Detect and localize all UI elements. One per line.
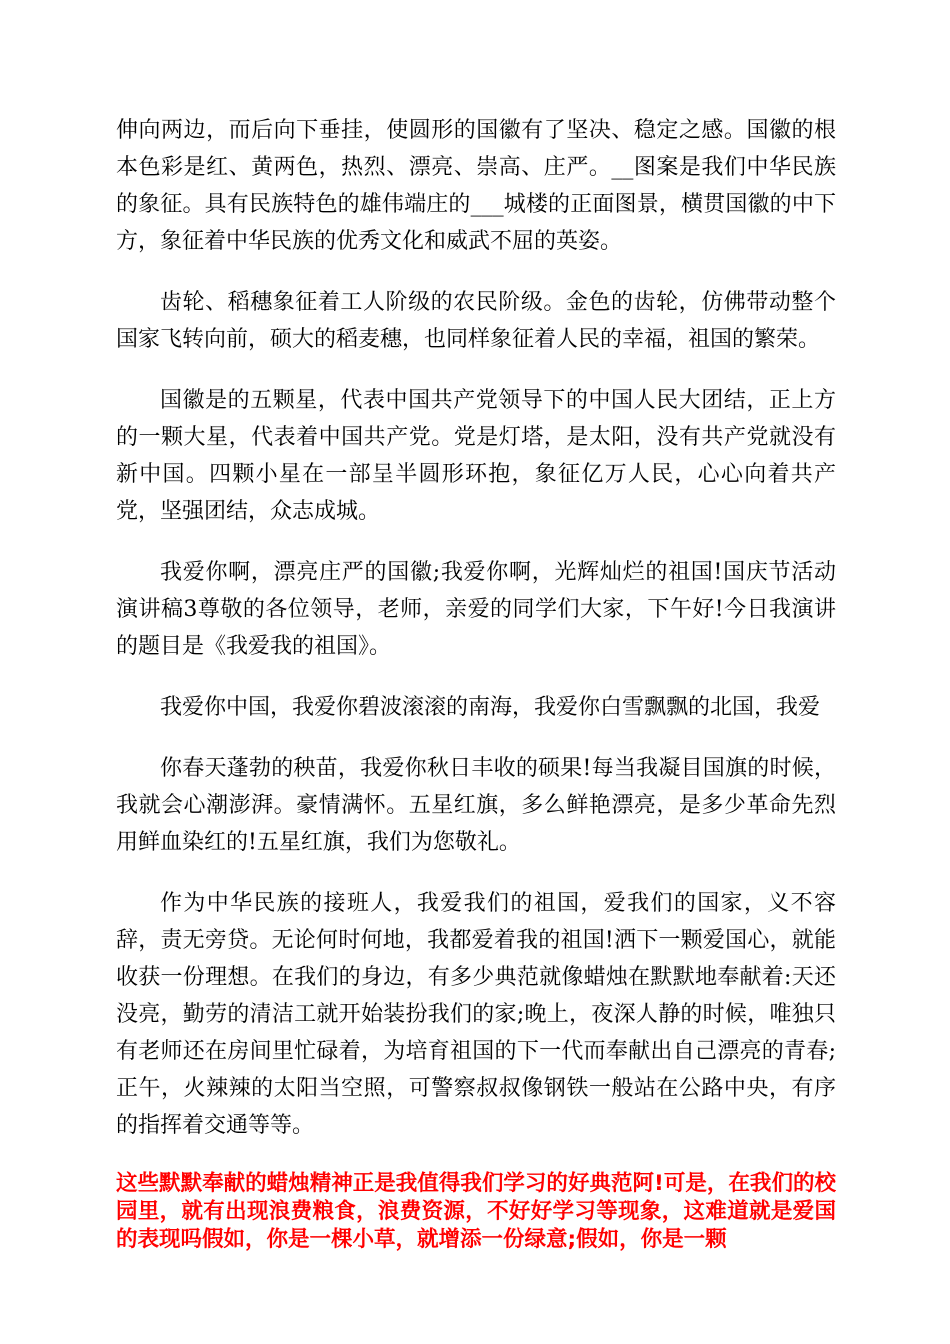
- paragraph-five-stars: 国徽是的五颗星，代表中国共产党领导下的中国人民大团结，正上方的一颗大星，代表着中国共产党。党是灯塔，是太阳，没有共产党就没有新中国。四颗小星在一部呈半圆形环抱，象征亿万人民，心心向着共产党，坚强团结，众志成城。: [116, 388, 836, 524]
- paragraph-emblem-design: 伸向两边，而后向下垂挂，使圆形的国徽有了坚决、稳定之感。国徽的根本色彩是红、黄两色，热烈、漂亮、崇高、庄严。__图案是我们中华民族的象征。具有民族特色的雄伟端庄的___城楼的正面图景，横贯国徽的中下方，象征着中华民族的优秀文化和威武不屈的英姿。: [116, 118, 836, 254]
- document-page: [116, 112, 836, 1276]
- highlighted-paragraph: 这些默默奉献的蜡烛精神正是我值得我们学习的好典范阿!可是，在我们的校园里，就有出现浪费粮食，浪费资源，不好好学习等现象，这难道就是爱国的表现吗假如，你是一棵小草，就增添一份绿意;假如，你是一颗: [116, 1171, 836, 1252]
- paragraph-successors: 作为中华民族的接班人，我爱我们的祖国，爱我们的国家，义不容辞，责无旁贷。无论何时何地，我都爱着我的祖国!洒下一颗爱国心，就能收获一份理想。在我们的身边，有多少典范就像蜡烛在默默地奉献着:天还没亮，勤劳的清洁工就开始装扮我们的家;晚上，夜深人静的时候，唯独只有老师还在房间里忙碌着，为培育祖国的下一代而奉献出自己漂亮的青春;正午，火辣辣的太阳当空照，可警察叔叔像钢铁一般站在公路中央，有序的指挥着交通等等。: [116, 891, 836, 1138]
- paragraph-speech-title: 我爱你啊，漂亮庄严的国徽;我爱你啊，光辉灿烂的祖国!国庆节活动演讲稿3尊敬的各位领导，老师，亲爱的同学们大家，下午好!今日我演讲的题目是《我爱我的祖国》。: [116, 560, 836, 659]
- paragraph-five-star-flag: 你春天蓬勃的秧苗，我爱你秋日丰收的硕果!每当我凝目国旗的时候，我就会心潮澎湃。豪情满怀。五星红旗，多么鲜艳漂亮，是多少革命先烈用鲜血染红的!五星红旗，我们为您敬礼。: [116, 756, 836, 855]
- paragraph-love-china: 我爱你中国，我爱你碧波滚滚的南海，我爱你白雪飘飘的北国，我爱: [160, 695, 821, 720]
- paragraph-gear-wheat: 齿轮、稻穗象征着工人阶级的农民阶级。金色的齿轮，仿佛带动整个国家飞转向前，硕大的稻麦穗，也同样象征着人民的幸福，祖国的繁荣。: [116, 290, 836, 352]
